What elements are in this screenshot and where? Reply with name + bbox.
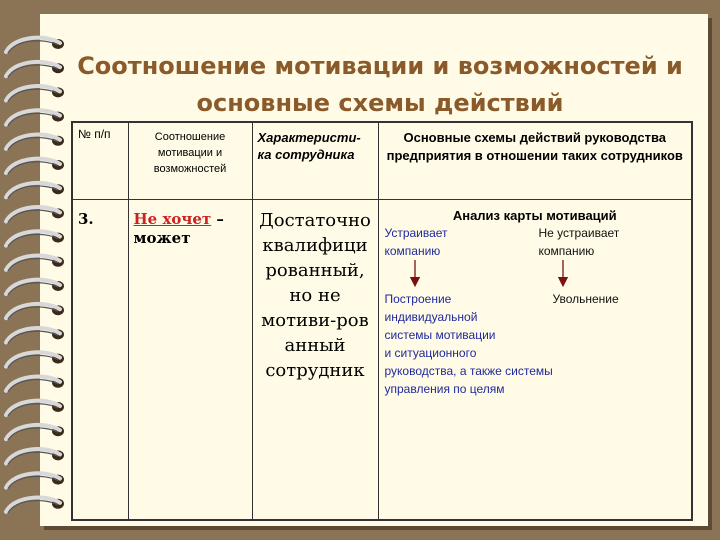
left-bottom-line: индивидуальной bbox=[384, 310, 478, 324]
row-employee: Достаточно квалифици рованный, но не мотиви-ров анный сотрудник bbox=[252, 200, 378, 521]
left-bottom-line: и ситуационного bbox=[384, 346, 477, 360]
spiral-binding bbox=[0, 0, 80, 540]
page-title: Соотношение мотивации и возможностей и основные схемы действий bbox=[77, 52, 683, 117]
row-actions bbox=[378, 200, 692, 521]
left-top-line-2: компанию bbox=[384, 244, 441, 258]
spiral-ring bbox=[6, 497, 60, 511]
spiral-ring bbox=[6, 352, 60, 366]
spiral-ring bbox=[6, 38, 60, 52]
actions-table bbox=[71, 121, 693, 521]
header-num: № п/п bbox=[72, 122, 128, 200]
spiral-ring bbox=[6, 304, 60, 318]
left-top-line-1: Устраивает bbox=[384, 226, 448, 240]
right-bottom-text: Увольнение bbox=[552, 292, 619, 306]
spiral-ring bbox=[6, 449, 60, 463]
header-relation: Соотношение мотивации и возможностей bbox=[128, 122, 252, 200]
left-bottom-line: системы мотивации bbox=[384, 328, 496, 342]
spiral-ring bbox=[6, 86, 60, 100]
spiral-ring bbox=[6, 376, 60, 390]
spiral-ring bbox=[6, 473, 60, 487]
spiral-ring bbox=[6, 159, 60, 173]
spiral-ring bbox=[6, 134, 60, 148]
left-bottom-line: управления по целям bbox=[384, 382, 505, 396]
relation-dash: – bbox=[211, 210, 224, 228]
spiral-ring bbox=[6, 62, 60, 76]
spiral-ring bbox=[6, 255, 60, 269]
spiral-ring bbox=[6, 425, 60, 439]
table-row bbox=[72, 200, 692, 521]
left-bottom-line: Построение bbox=[384, 292, 452, 306]
spiral-ring bbox=[6, 183, 60, 197]
actions-title: Анализ карты мотиваций bbox=[452, 208, 617, 223]
spiral-ring bbox=[6, 401, 60, 415]
spiral-ring bbox=[6, 328, 60, 342]
spiral-ring bbox=[6, 280, 60, 294]
spiral-ring bbox=[6, 231, 60, 245]
header-actions: Основные схемы действий руководства предприятия в отношении таких сотрудников bbox=[378, 122, 692, 200]
right-top-line-1: Не устраивает bbox=[538, 226, 620, 240]
left-bottom-line: руководства, а также системы bbox=[384, 364, 553, 378]
spiral-ring bbox=[6, 207, 60, 221]
left-bottom-text bbox=[385, 290, 553, 398]
header-employee: Характеристи-ка сотрудника bbox=[252, 122, 378, 200]
right-top-line-2: компанию bbox=[538, 244, 595, 258]
row-num: 3. bbox=[72, 200, 128, 521]
relation-highlight: Не хочет bbox=[133, 210, 212, 228]
table-header-row bbox=[72, 122, 692, 200]
row-relation bbox=[128, 200, 252, 521]
spiral-ring bbox=[6, 110, 60, 124]
relation-rest: может bbox=[133, 229, 191, 247]
